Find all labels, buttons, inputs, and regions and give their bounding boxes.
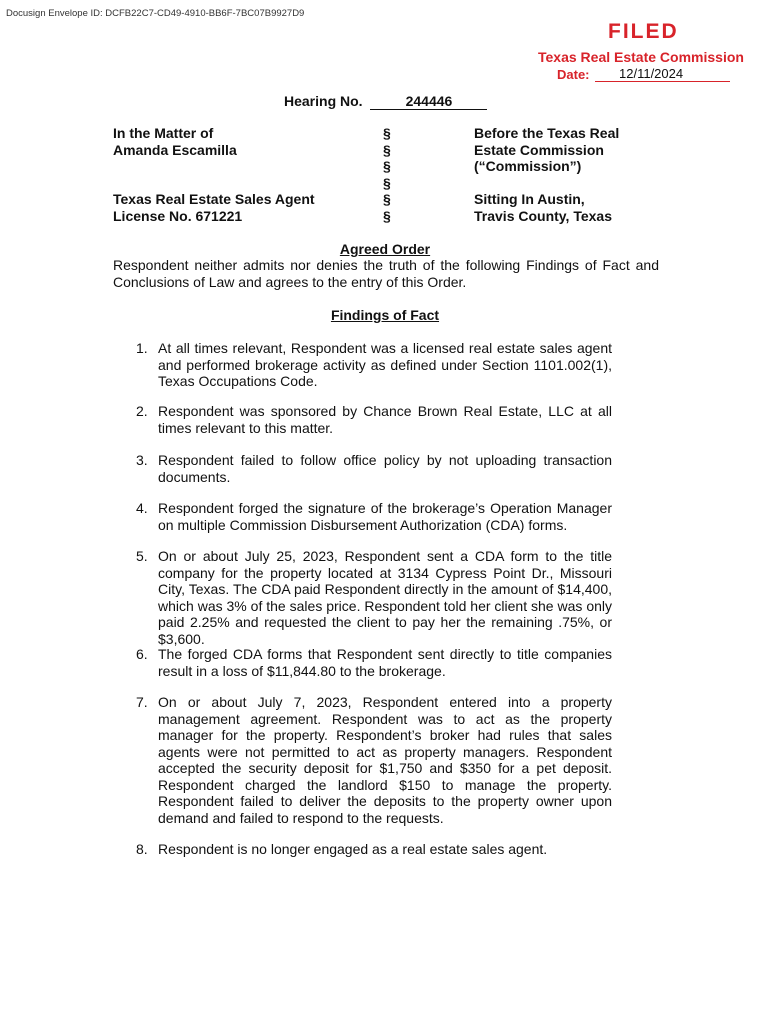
finding-item — [136, 841, 612, 858]
stamp-date-line — [595, 81, 730, 82]
finding-item — [136, 548, 612, 647]
agreed-order-title: Agreed Order — [339, 241, 431, 257]
matter-block — [113, 125, 237, 159]
stamp-agency: Texas Real Estate Commission — [538, 49, 744, 65]
finding-item — [136, 646, 612, 679]
finding-text: Respondent forged the signature of the brokerage’s Operation Manager on multiple Commission Disbursement Authorization (CDA) forms. — [158, 500, 612, 533]
finding-item — [136, 340, 612, 390]
section-mark: § — [383, 141, 391, 158]
section-mark: § — [383, 174, 391, 191]
respondent-name: Amanda Escamilla — [113, 142, 237, 158]
finding-text: The forged CDA forms that Respondent sent directly to title companies result in a loss of $11,844.80 to the brokerage. — [158, 646, 612, 679]
sitting-line-2: Travis County, Texas — [474, 207, 612, 224]
stamp-date-label: Date: — [557, 67, 590, 82]
sitting-line-1: Sitting In Austin, — [474, 191, 585, 207]
finding-text: On or about July 25, 2023, Respondent sent a CDA form to the title company for the property located at 3134 Cypress Point Dr., Missouri City, Texas. The CDA paid Respondent directly in the amount of $14,400, which was 3% of the sales price. Respondent told her client she was only paid 2.25% and requested the client to pay her the remaining .75%, or $3,600. — [158, 548, 612, 647]
finding-number: 6. — [136, 646, 148, 662]
finding-item — [136, 403, 612, 436]
venue-block — [474, 191, 612, 224]
section-marks — [383, 125, 391, 224]
finding-item — [136, 500, 612, 533]
section-mark: § — [383, 125, 391, 141]
license-block — [113, 191, 315, 225]
envelope-id: Docusign Envelope ID: DCFB22C7-CD49-4910-BB6F-7BC07B9927D9 — [6, 8, 305, 19]
license-number: License No. 671221 — [113, 208, 243, 224]
finding-item — [136, 694, 612, 826]
matter-line-1: In the Matter of — [113, 125, 214, 141]
section-mark: § — [383, 158, 391, 174]
stamp-filed-label: FILED — [608, 20, 679, 43]
hearing-label: Hearing No. — [284, 93, 363, 109]
section-mark: § — [383, 191, 391, 207]
finding-number: 3. — [136, 452, 148, 468]
finding-number: 7. — [136, 694, 148, 710]
findings-of-fact-title: Findings of Fact — [330, 307, 440, 323]
finding-number: 5. — [136, 548, 148, 564]
section-mark: § — [383, 207, 391, 224]
hearing-number-value: 244446 — [370, 94, 487, 110]
finding-text: On or about July 7, 2023, Respondent entered into a property management agreement. Respondent was to act as the property manager for the property. Respondent’s broker had rules that sales agents were not permitted to act as property managers. Respondent accepted the security deposit for $1,750 and $350 for a pet deposit. Respondent charged the landlord $150 to manage the property. Respondent failed to deliver the deposits to the property owner upon demand and failed to respond to the requests. — [158, 694, 612, 826]
finding-text: Respondent failed to follow office policy by not uploading transaction documents. — [158, 452, 612, 485]
stamp-date-value: 12/11/2024 — [619, 66, 684, 81]
license-type: Texas Real Estate Sales Agent — [113, 191, 315, 207]
finding-text: Respondent was sponsored by Chance Brown Real Estate, LLC at all times relevant to this matter. — [158, 403, 612, 436]
finding-text: At all times relevant, Respondent was a licensed real estate sales agent and performed brokerage activity as defined under Section 1101.002(1), Texas Occupations Code. — [158, 340, 612, 389]
before-line-3: (“Commission”) — [474, 158, 582, 174]
finding-number: 8. — [136, 841, 148, 857]
hearing-number — [284, 93, 487, 110]
before-line-2: Estate Commission — [474, 141, 604, 158]
finding-number: 2. — [136, 403, 148, 419]
finding-number: 1. — [136, 340, 148, 356]
before-line-1: Before the Texas Real — [474, 125, 620, 141]
finding-text: Respondent is no longer engaged as a real estate sales agent. — [158, 841, 548, 857]
agreed-order-intro: Respondent neither admits nor denies the truth of the following Findings of Fact and Conclusions of Law and agrees to the entry of this Order. — [113, 257, 659, 290]
tribunal-block — [474, 125, 619, 175]
finding-number: 4. — [136, 500, 148, 516]
finding-item — [136, 452, 612, 485]
